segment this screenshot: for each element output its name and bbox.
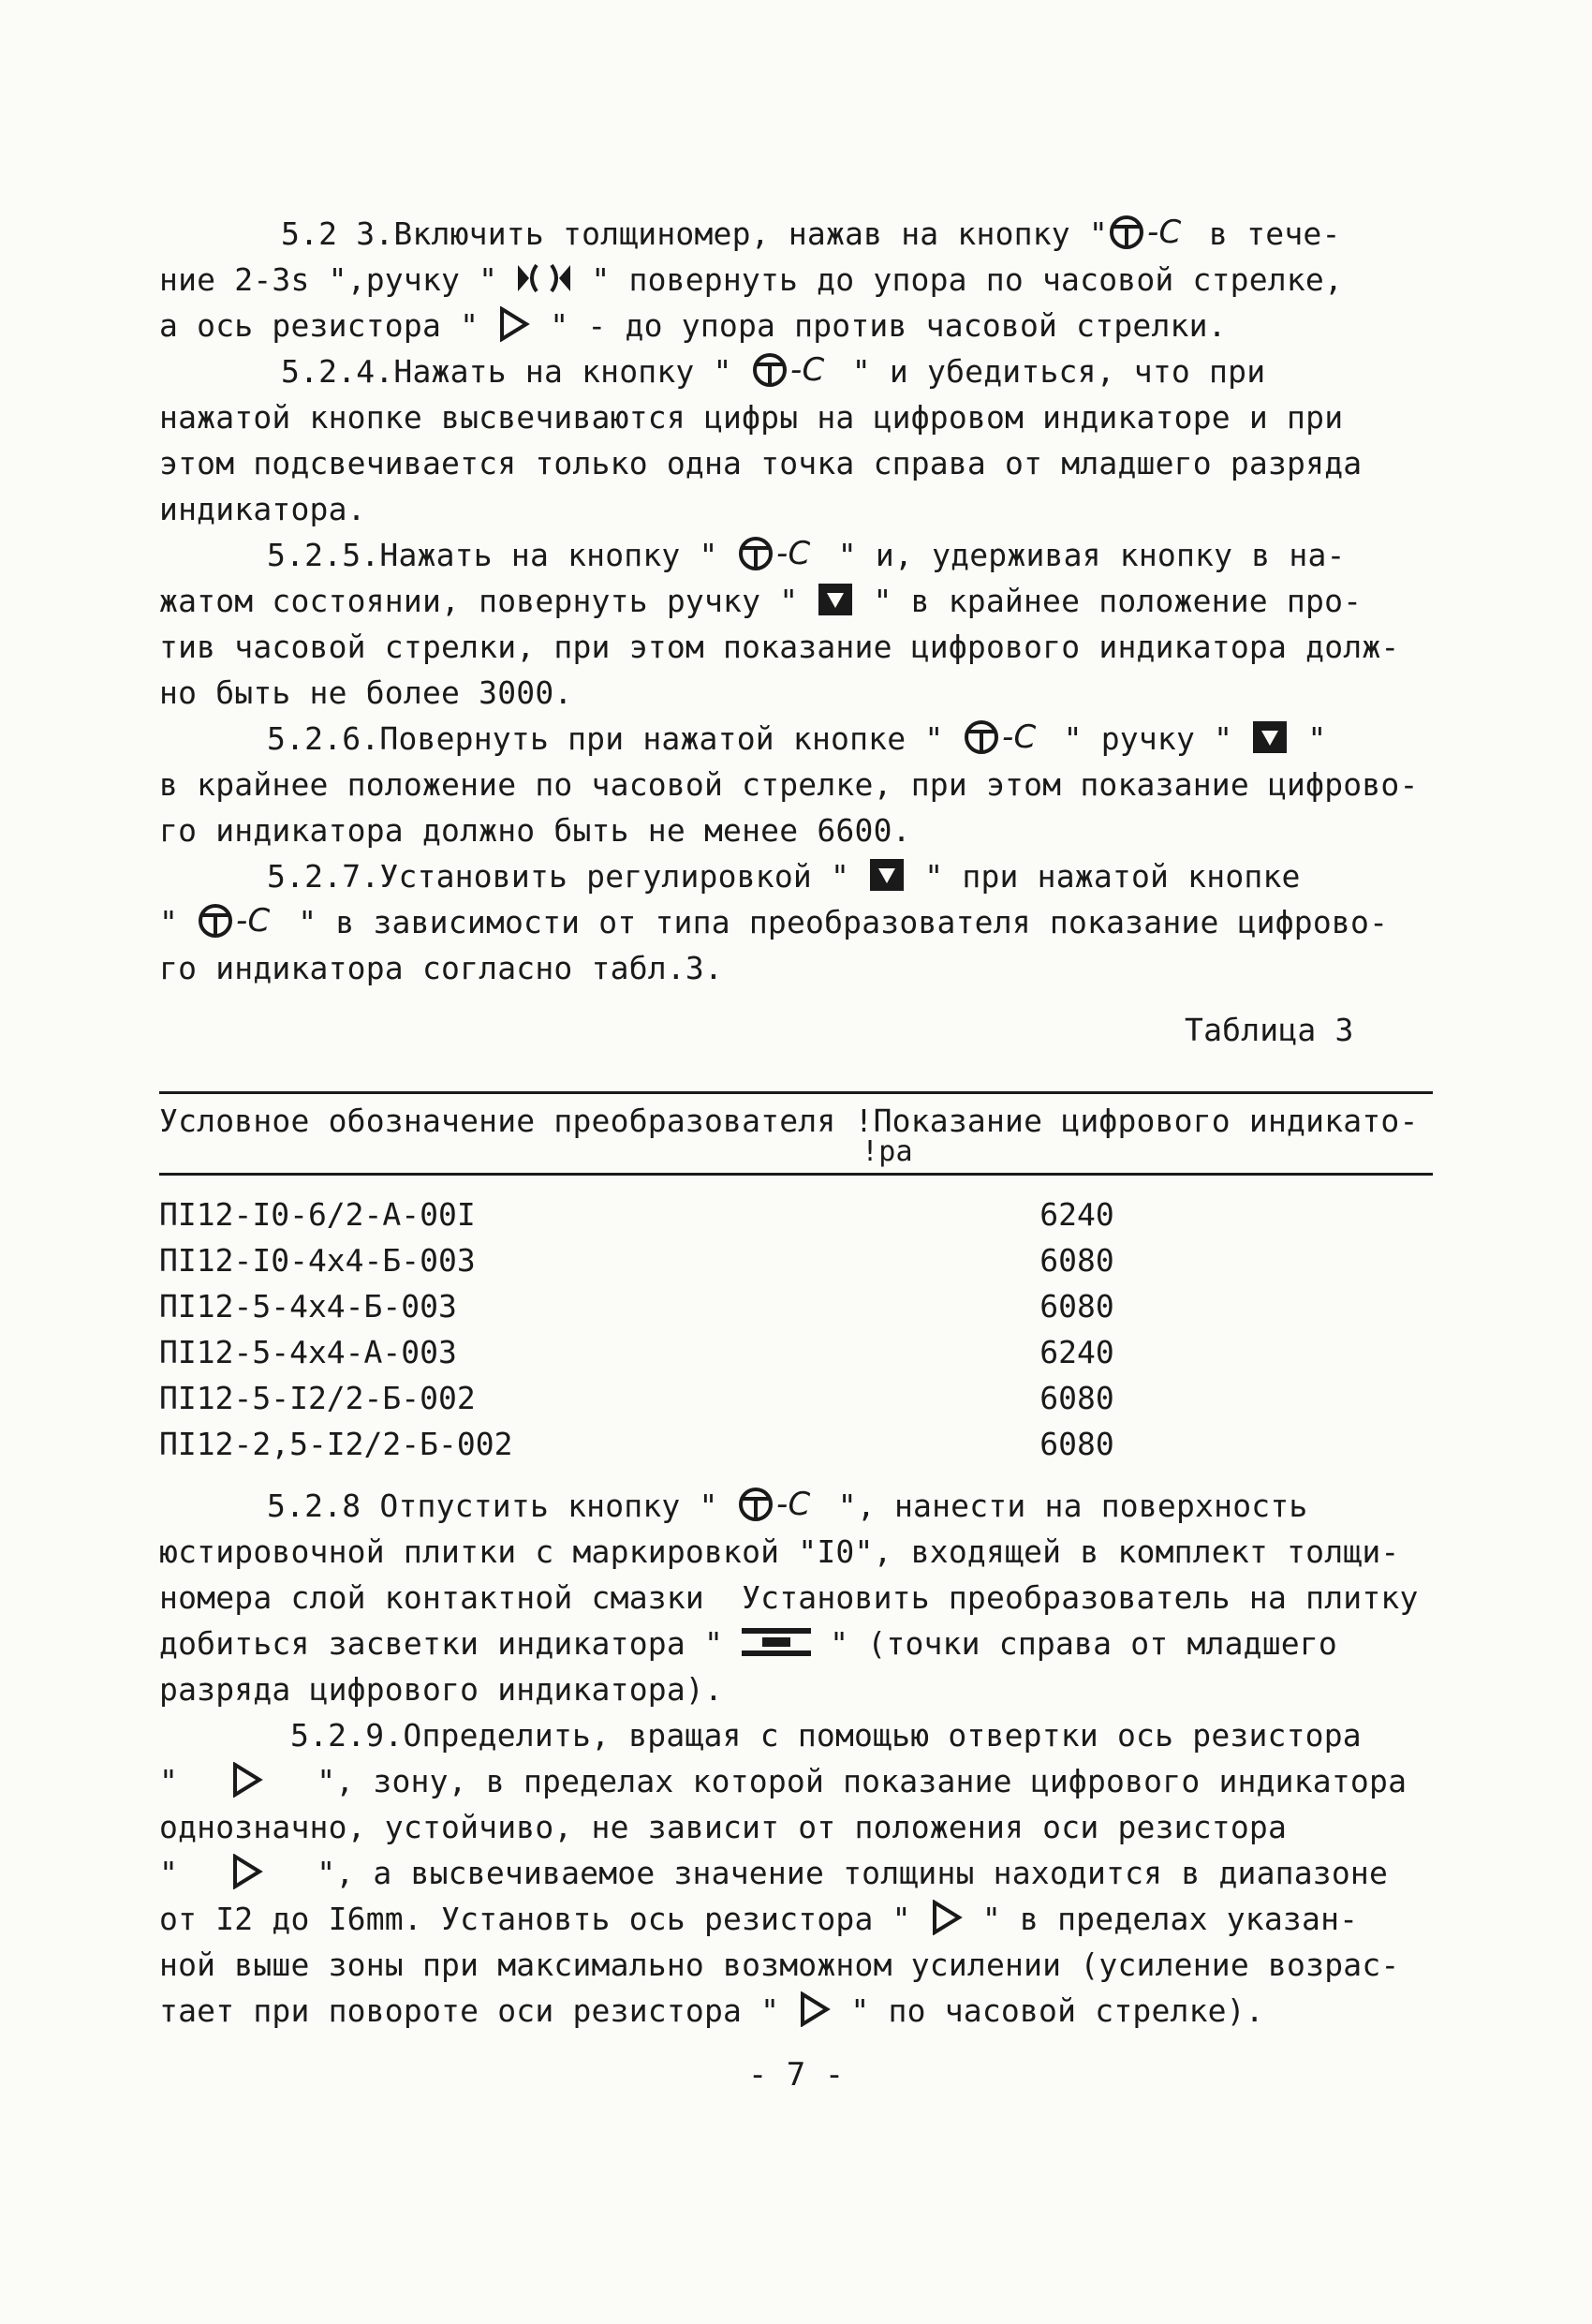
p528-line1: 5.2.8 Отпустить кнопку " -C ", нанести на поверхность	[267, 1485, 1308, 1524]
reading-cell: 6080	[1039, 1380, 1114, 1416]
svg-text:-C: -C	[775, 534, 811, 572]
table-header: Условное обозначение преобразователя !Показание цифрового индикато-	[159, 1103, 1419, 1139]
p529-line6: ной выше зоны при максимально возможном усилении (усиление возрас-	[159, 1947, 1400, 1983]
p527-line2: " -C " в зависимости от типа преобразователя показание цифрово-	[159, 901, 1389, 940]
resistor-triangle-icon	[798, 1991, 832, 2027]
svg-text:-C: -C	[1146, 213, 1182, 251]
table-header-cont: !ра	[862, 1135, 913, 1168]
resistor-triangle-icon	[230, 1854, 264, 1889]
p525-line3: тив часовой стрелки, при этом показание цифрового индикатора долж-	[159, 629, 1400, 665]
designation-cell: ПI12-5-4x4-Б-003	[159, 1288, 457, 1325]
page-number: - 7 -	[747, 2056, 845, 2094]
resistor-triangle-icon	[230, 1762, 264, 1798]
designation-cell: ПI12-5-4x4-А-003	[159, 1334, 457, 1370]
reading-cell: 6080	[1039, 1426, 1114, 1462]
p529-line5: от I2 до I6mm. Установть ось резистора " " в пределах указан-	[159, 1901, 1359, 1937]
p524-line2: нажатой кнопке высвечиваются цифры на цифровом индикаторе и при	[159, 399, 1344, 436]
p524-line3: этом подсвечивается только одна точка справа от младшего разряда	[159, 445, 1363, 481]
p529-line4: " ", а высвечиваемое значение толщины находится в диапазоне	[159, 1855, 1389, 1891]
p526-line3: го индикатора должно быть не менее 6600.	[159, 812, 911, 849]
designation-cell: ПI12-5-I2/2-Б-002	[159, 1380, 476, 1416]
p525-line4: но быть не более 3000.	[159, 674, 573, 711]
svg-text:-C: -C	[1001, 718, 1036, 756]
reading-cell: 6080	[1039, 1288, 1114, 1325]
p528-line3: номера слой контактной смазки Установить преобразователь на плитку	[159, 1579, 1419, 1616]
p528-line2: юстировочной плитки с маркировкой "I0", входящей в комплект толщи-	[159, 1533, 1400, 1570]
table-top-rule	[159, 1091, 1433, 1094]
button-t-c-icon	[737, 535, 819, 572]
p529-line1: 5.2.9.Определить, вращая с помощью отвертки ось резистора	[290, 1717, 1362, 1754]
button-t-c-icon	[197, 902, 279, 940]
button-t-c-icon	[751, 351, 833, 389]
knob-square-icon	[1251, 719, 1289, 755]
button-t-c-icon	[737, 1486, 819, 1523]
resistor-triangle-icon	[497, 306, 531, 342]
designation-cell: ПI12-I0-6/2-А-00I	[159, 1196, 476, 1233]
svg-text:-C: -C	[775, 1485, 811, 1523]
p529-line7: тает при повороте оси резистора " " по часовой стрелке).	[159, 1992, 1264, 2029]
svg-text:-C: -C	[236, 901, 271, 940]
p524-line4: индикатора.	[159, 491, 366, 527]
p527-line3: го индикатора согласно табл.3.	[159, 950, 724, 986]
p525-line2: жатом состоянии, повернуть ручку " " в крайнее положение про-	[159, 583, 1363, 619]
resistor-triangle-icon	[930, 1900, 964, 1935]
p523-line3: а ось резистора " " - до упора против часовой стрелки.	[159, 307, 1227, 344]
reading-cell: 6240	[1039, 1196, 1114, 1233]
knob-square-icon	[868, 857, 906, 893]
p523-line1: 5.2 3.Включить толщиномер, нажав на кнопку " -C в тече-	[281, 213, 1341, 252]
designation-cell: ПI12-2,5-I2/2-Б-002	[159, 1426, 513, 1462]
button-t-c-icon	[1108, 214, 1190, 251]
knob-square-icon	[817, 582, 854, 617]
indicator-dots-icon	[742, 1626, 811, 1658]
table-caption: Таблица 3	[1185, 1012, 1354, 1048]
reading-cell: 6240	[1039, 1334, 1114, 1370]
designation-cell: ПI12-I0-4x4-Б-003	[159, 1242, 476, 1279]
p526-line2: в крайнее положение по часовой стрелке, при этом показание цифрово-	[159, 766, 1419, 803]
p525-line1: 5.2.5.Нажать на кнопку " -C " и, удерживая кнопку в на-	[267, 534, 1346, 573]
p523-line2: ние 2-3s ",ручку " " повернуть до упора по часовой стрелке,	[159, 261, 1344, 298]
svg-text:-C: -C	[789, 350, 825, 389]
reading-cell: 6080	[1039, 1242, 1114, 1279]
p529-line2: " ", зону, в пределах которой показание цифрового индикатора	[159, 1763, 1408, 1799]
p526-line1: 5.2.6.Повернуть при нажатой кнопке " -C " ручку " "	[267, 718, 1327, 757]
p528-line4: добиться засветки индикатора " " (точки справа от младшего	[159, 1625, 1338, 1662]
table-header-rule	[159, 1173, 1433, 1176]
p528-line5: разряда цифрового индикатора).	[159, 1671, 724, 1708]
p524-line1: 5.2.4.Нажать на кнопку " -C " и убедиться, что при	[281, 350, 1266, 390]
p527-line1: 5.2.7.Установить регулировкой " " при нажатой кнопке	[267, 858, 1301, 895]
button-t-c-icon	[963, 718, 1045, 756]
knob-brackets-icon	[516, 261, 572, 295]
p529-line3: однозначно, устойчиво, не зависит от положения оси резистора	[159, 1809, 1288, 1845]
